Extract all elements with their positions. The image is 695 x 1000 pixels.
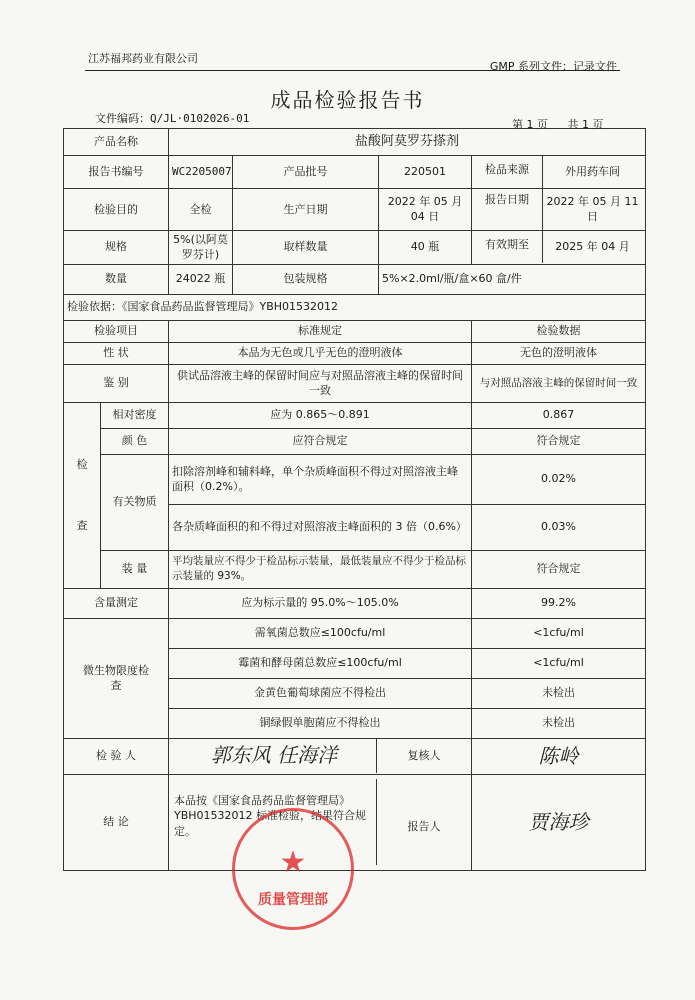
table-row xyxy=(64,774,646,870)
micro-result-1: <1cfu/ml xyxy=(472,618,646,648)
purpose-label: 检验目的 xyxy=(64,189,169,231)
prod-date: 2022 年 05 月 04 日 xyxy=(379,189,472,231)
appearance-result: 无色的澄明液体 xyxy=(472,342,646,364)
spec: 5%(以阿莫罗芬计) xyxy=(169,230,233,264)
inspector-signature-cell xyxy=(169,738,472,774)
inspector-label: 检 验 人 xyxy=(64,738,169,774)
fill-label: 装 量 xyxy=(101,550,169,588)
color-label: 颜 色 xyxy=(101,428,169,454)
test-basis: 检验依据：《国家食品药品监督管理局》YBH01532012 xyxy=(64,294,646,320)
fill-standard: 平均装量应不得少于检品标示装量，最低装量应不得少于检品标示装量的 93%。 xyxy=(169,550,472,588)
qty: 24022 瓶 xyxy=(169,264,233,294)
report-table xyxy=(63,128,646,871)
company-name: 江苏福邦药业有限公司 xyxy=(88,52,198,65)
qty-label: 数量 xyxy=(64,264,169,294)
micro-result-2: <1cfu/ml xyxy=(472,648,646,678)
expiry-label: 有效期至 xyxy=(472,231,543,262)
check-label-1: 检 xyxy=(76,457,88,471)
report-date-label: 报告日期 xyxy=(472,188,543,231)
conclusion-label: 结 论 xyxy=(64,774,169,870)
reporter-signature: 贾海珍 xyxy=(472,774,646,870)
source xyxy=(472,156,646,189)
page-title: 成品检验报告书 xyxy=(270,88,425,112)
report-no-label: 报告书编号 xyxy=(64,156,169,189)
identification-standard: 供试品溶液主峰的保留时间应与对照品溶液主峰的保留时间一致 xyxy=(169,364,472,402)
reviewer-label: 复核人 xyxy=(376,739,471,772)
report-date-value: 2022 年 05 月 11 日 xyxy=(546,195,639,224)
micro-label: 微生物限度检查 xyxy=(64,618,169,738)
page-number: 第 1 页 xyxy=(512,118,548,131)
inspector-signature: 郭东风 任海洋 xyxy=(210,743,338,768)
micro-result-4: 未检出 xyxy=(472,708,646,738)
related-result-2: 0.03% xyxy=(472,504,646,550)
table-row xyxy=(64,550,646,588)
assay-result: 99.2% xyxy=(472,588,646,618)
table-row xyxy=(64,320,646,342)
assay-standard: 应为标示量的 95.0%～105.0% xyxy=(169,588,472,618)
quality-dept-stamp xyxy=(232,808,354,930)
product-name-label: 产品名称 xyxy=(64,129,169,156)
color-standard: 应符合规定 xyxy=(169,428,472,454)
report-date xyxy=(472,189,646,231)
purpose: 全检 xyxy=(169,189,233,231)
column-item: 检验项目 xyxy=(64,320,169,342)
table-row xyxy=(64,264,646,294)
reporter-label: 报告人 xyxy=(376,779,471,865)
check-label xyxy=(64,402,101,588)
product-name: 盐酸阿莫罗芬搽剂 xyxy=(169,129,646,156)
spec-label: 规格 xyxy=(64,230,169,264)
page-total: 共 1 页 xyxy=(567,118,604,131)
table-row xyxy=(64,129,646,156)
conclusion-text: 本品按《国家食品药品监督管理局》YBH01532012 标准检验，结果符合规定。 xyxy=(174,794,367,838)
pack-label: 包装规格 xyxy=(233,264,379,294)
micro-standard-1: 需氧菌总数应≤100cfu/ml xyxy=(169,618,472,648)
table-row xyxy=(64,364,646,402)
reviewer-signature: 陈岭 xyxy=(472,738,646,774)
table-row xyxy=(64,294,646,320)
table-row xyxy=(64,189,646,231)
batch-no: 220501 xyxy=(379,156,472,189)
related-standard-1: 扣除溶剂峰和辅料峰，单个杂质峰面积不得过对照溶液主峰面积（0.2%）。 xyxy=(169,454,472,504)
source-label: 检品来源 xyxy=(472,156,543,187)
file-code: 文件编码：Q/JL·0102026-01 xyxy=(95,112,250,125)
prod-date-label: 生产日期 xyxy=(233,189,379,231)
fill-result: 符合规定 xyxy=(472,550,646,588)
related-standard-2: 各杂质峰面积的和不得过对照溶液主峰面积的 3 倍（0.6%） xyxy=(169,504,472,550)
appearance-label: 性 状 xyxy=(64,342,169,364)
table-row xyxy=(64,402,646,428)
stamp-text: 质量管理部 xyxy=(258,892,328,908)
related-label: 有关物质 xyxy=(101,454,169,550)
micro-standard-4: 铜绿假单胞菌应不得检出 xyxy=(169,708,472,738)
sample-label: 取样数量 xyxy=(233,230,379,264)
sample-qty: 40 瓶 xyxy=(379,230,472,264)
table-row xyxy=(64,738,646,774)
micro-standard-2: 霉菌和酵母菌总数应≤100cfu/ml xyxy=(169,648,472,678)
related-result-1: 0.02% xyxy=(472,454,646,504)
expiry-value: 2025 年 04 月 xyxy=(555,240,630,254)
density-label: 相对密度 xyxy=(101,402,169,428)
assay-label: 含量测定 xyxy=(64,588,169,618)
header-rule xyxy=(85,70,620,71)
density-result: 0.867 xyxy=(472,402,646,428)
table-row xyxy=(64,428,646,454)
table-row xyxy=(64,454,646,504)
expiry xyxy=(472,230,646,264)
source-value: 外用药车间 xyxy=(565,165,620,179)
micro-result-3: 未检出 xyxy=(472,678,646,708)
micro-standard-3: 金黄色葡萄球菌应不得检出 xyxy=(169,678,472,708)
pack-spec: 5%×2.0ml/瓶/盒×60 盒/件 xyxy=(379,264,646,294)
table-row xyxy=(64,342,646,364)
gmp-label: GMP 系列文件：记录文件 xyxy=(489,60,617,73)
report-no: WC2205007 xyxy=(169,156,233,189)
color-result: 符合规定 xyxy=(472,428,646,454)
identification-label: 鉴 别 xyxy=(64,364,169,402)
table-row xyxy=(64,156,646,189)
batch-label: 产品批号 xyxy=(233,156,379,189)
density-standard: 应为 0.865～0.891 xyxy=(169,402,472,428)
check-label-2: 查 xyxy=(76,519,88,533)
column-result: 检验数据 xyxy=(472,320,646,342)
table-row xyxy=(64,230,646,264)
column-standard: 标准规定 xyxy=(169,320,472,342)
table-row xyxy=(64,618,646,648)
appearance-standard: 本品为无色或几乎无色的澄明液体 xyxy=(169,342,472,364)
table-row xyxy=(64,588,646,618)
identification-result: 与对照品溶液主峰的保留时间一致 xyxy=(472,364,646,402)
stamp-star-icon: ★ xyxy=(279,845,307,880)
